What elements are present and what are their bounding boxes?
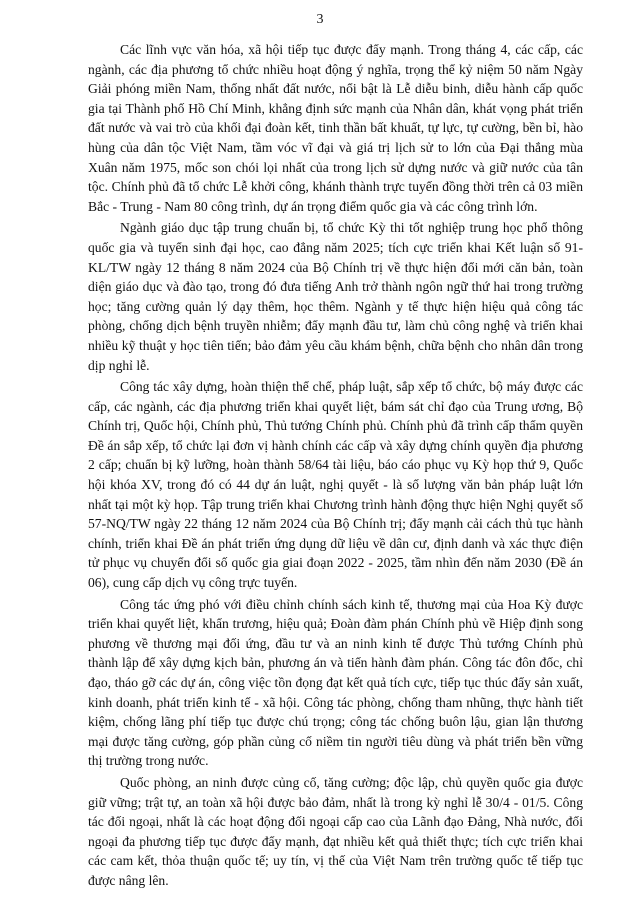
paragraph-institutions-law: Công tác xây dựng, hoàn thiện thể chế, pháp luật, sắp xếp tổ chức, bộ máy được các cấp, các ngành, các địa phương triển khai quyết liệt, bám sát chỉ đạo của Trung ương, Bộ Chính trị, Quốc hội, Chính phủ, Thủ tướng Chính phủ. Chính phủ đã trình cấp thẩm quyền Đề án sắp xếp, tổ chức lại đơn vị hành chính các cấp và xây dựng chính quyền địa phương 2 cấp; chuẩn bị kỹ lưỡng, hoàn thành 58/64 tài liệu, báo cáo phục vụ Kỳ họp thứ 9, Quốc hội khóa XV, trong đó có 44 dự án luật, nghị quyết - là số lượng văn bản pháp luật lớn nhất tại một kỳ họp. Tập trung triển khai Chương trình hành động thực hiện Nghị quyết số 57-NQ/TW ngày 22 tháng 12 năm 2024 của Bộ Chính trị; đẩy mạnh cải cách thủ tục hành chính, triển khai Đề án phát triển ứng dụng dữ liệu về dân cư, định danh và xác thực điện tử phục vụ chuyển đổi số quốc gia giai đoạn 2022 - 2025, tầm nhìn đến năm 2030 (Đề án 06), cung cấp dịch vụ công trực tuyến.: [88, 379, 583, 591]
paragraph-defense-foreign-affairs: Quốc phòng, an ninh được củng cố, tăng cường; độc lập, chủ quyền quốc gia được giữ vững; trật tự, an toàn xã hội được bảo đảm, nhất là trong kỳ nghỉ lễ 30/4 - 01/5. Công tác đối ngoại, nhất là các hoạt động đối ngoại cấp cao của Lãnh đạo Đảng, Nhà nước, đối ngoại đa phương tiếp tục được đẩy mạnh, đạt nhiều kết quả thiết thực; tích cực triển khai các cam kết, thỏa thuận quốc tế; uy tín, vị thế của Việt Nam trên trường quốc tế tiếp tục được nâng lên.: [88, 774, 583, 888]
paragraph-culture-society: Các lĩnh vực văn hóa, xã hội tiếp tục được đẩy mạnh. Trong tháng 4, các cấp, các ngành, các địa phương tổ chức nhiều hoạt động ý nghĩa, trọng thể kỷ niệm 50 năm Ngày Giải phóng miền Nam, thống nhất đất nước, nổi bật là Lễ diễu binh, diễu hành cấp quốc gia tại Thành phố Hồ Chí Minh, khẳng định sức mạnh của Nhân dân, khát vọng phát triển đất nước và vai trò của khối đại đoàn kết, tinh thần bất khuất, tự lực, tự cường, bền bỉ, hào hùng của dân tộc Việt Nam, tầm vóc vĩ đại và giá trị lịch sử to lớn của Đại thắng mùa Xuân năm 1975, mốc son chói lọi nhất của trong lịch sử dựng nước và giữ nước của tân tộc. Chính phủ đã tổ chức Lễ khởi công, khánh thành trực tuyến đồng thời trên cả 03 miền Bắc - Trung - Nam 80 công trình, dự án trọng điểm quốc gia và các công trình lớn.: [88, 42, 583, 214]
paragraph-economic-response: Công tác ứng phó với điều chỉnh chính sách kinh tế, thương mại của Hoa Kỳ được triển khai quyết liệt, khẩn trương, hiệu quả; Đoàn đàm phán Chính phủ về Hiệp định song phương về thương mại đối ứng, đầu tư và an ninh kinh tế được Thủ tướng Chính phủ thành lập để xây dựng kịch bản, phương án và tiến hành đàm phán. Công tác đôn đốc, chỉ đạo, tháo gỡ các dự án, công việc tồn đọng đạt kết quả tích cực, tiếp tục thúc đẩy sản xuất, kinh doanh, phát triển kinh tế - xã hội. Công tác phòng, chống tham nhũng, thực hành tiết kiệm, chống lãng phí tiếp tục được chú trọng; công tác chống buôn lậu, gian lận thương mại được tăng cường, góp phần củng cố niềm tin người tiêu dùng và phát triển bền vững thị trường trong nước.: [88, 596, 583, 769]
document-body: [88, 40, 583, 893]
page-number: 3: [316, 12, 324, 27]
paragraph-education-health: Ngành giáo dục tập trung chuẩn bị, tổ chức Kỳ thi tốt nghiệp trung học phổ thông quốc gia và tuyển sinh đại học, cao đẳng năm 2025; tích cực triển khai Kết luận số 91-KL/TW ngày 12 tháng 8 năm 2024 của Bộ Chính trị về thực hiện đổi mới căn bản, toàn diện giáo dục và đào tạo, trong đó đưa tiếng Anh trở thành ngôn ngữ thứ hai trong trường học; tăng cường quản lý dạy thêm, học thêm. Ngành y tế thực hiện hiệu quả công tác phòng, chống dịch bệnh truyền nhiễm; đẩy mạnh đầu tư, làm chủ công nghệ và triển khai nhiều kỹ thuật y học tiên tiến; bảo đảm yêu cầu khám bệnh, chữa bệnh cho nhân dân trong dịp nghỉ lễ.: [88, 220, 583, 373]
